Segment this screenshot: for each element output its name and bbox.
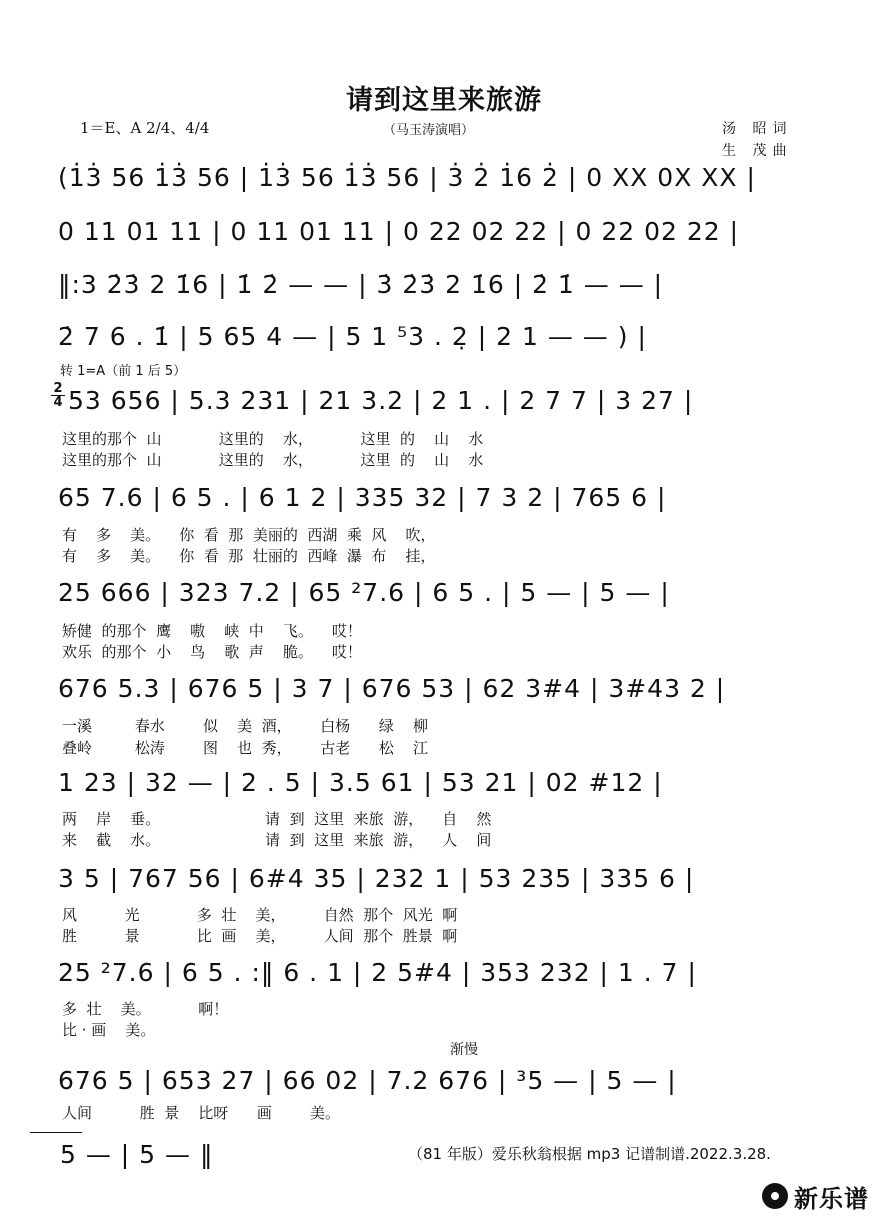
intro-line-4: 2̇ 7 6 . 1̇ | 5 65 4 — | 5 1 ⁵3 . 2̣ | 2 1 — — ) | (58, 322, 647, 351)
tempo-marking: 渐慢 (450, 1042, 478, 1058)
music-disc-icon (762, 1183, 788, 1209)
lyric-verse-2: 胜 景 比 画 美， 人间 那个 胜景 啊 (62, 927, 458, 945)
notation-line: 25 666 | 323 7.2 | 65 ²7.6 | 6 5 . | 5 — | 5 — | (58, 578, 670, 607)
lyricist-credit: 汤 昭词 (722, 121, 793, 137)
notation-line: 676 5.3 | 676 5 | 3 7 | 676 53 | 62 3#4 | 3#43 2 | (58, 674, 726, 703)
lyric-verse-1: 一溪 春水 似 美 酒， 白杨 绿 柳 (62, 717, 428, 735)
intro-line-1: (1̇3̇ 56 1̇3̇ 56 | 1̇3̇ 56 1̇3̇ 56 | 3̇ 2̇ 1̇6 2̇ | 0 XX 0X XX | (58, 163, 756, 192)
notation-line: 676 5 | 653 27 | 66 02 | 7.2 676 | ³5 — | 5 — | (58, 1066, 677, 1095)
lyric-verse-1: 这里的那个 山 这里的 水， 这里 的 山 水 (62, 430, 484, 448)
time-signature-top: 2 (53, 381, 63, 396)
lyric-verse-1: 风 光 多 壮 美， 自然 那个 风光 啊 (62, 906, 458, 924)
site-logo (762, 1180, 882, 1212)
notation-line: 5 — | 5 — ‖ (60, 1140, 214, 1169)
intro-line-3: ‖:3 2̇3̇ 2 1̇6 | 1̇ 2̇ — — | 3̇ 2̇3̇ 2 1̇6 | 2̇ 1̇ — — | (58, 270, 664, 299)
notation-line: 1 23 | 32 — | 2 . 5 | 3.5 61 | 53 21 | 02 #12 | (58, 768, 663, 797)
intro-line-2: 0 11 01 11 | 0 11 01 11 | 0 22 02 22 | 0 22 02 22 | (58, 217, 740, 246)
notation-line: 25 ²7.6 | 6 5 . :‖ 6 . 1 | 2 5#4 | 353 232 | 1 . 7 | (58, 958, 697, 987)
notation-line: 65 7.6 | 6 5 . | 6 1 2 | 335 32 | 7 3 2 | 765 6 | (58, 483, 667, 512)
time-signature (51, 382, 65, 409)
key-signature: 1＝E、A 2/4、4/4 (80, 119, 210, 137)
modulation-note: 转 1=A（前 1 后 5） (60, 364, 187, 379)
lyric-verse-2: 比 · 画 美。 (62, 1021, 156, 1039)
lyric-verse-2: 叠岭 松涛 图 也 秀， 古老 松 江 (62, 739, 428, 757)
lyric-verse-1: 有 多 美。 你 看 那 美丽的 西湖 乘 风 吹， (62, 526, 436, 544)
lyric-verse-1: 人间 胜 景 比呀 画 美。 (62, 1104, 341, 1122)
lyric-verse-1: 两 岸 垂。 请 到 这里 来旅 游， 自 然 (62, 810, 492, 828)
lyric-verse-2: 有 多 美。 你 看 那 壮丽的 西峰 瀑 布 挂， (62, 547, 436, 565)
lyric-verse-1: 多 壮 美。 啊！ (62, 1000, 229, 1018)
singer-credit: （马玉涛演唱） (383, 123, 475, 138)
notation-line: 53 656 | 5.3 231 | 21 3.2 | 2 1 . | 2 7 7 | 3 27 | (68, 386, 694, 415)
notation-line: 3 5 | 767 56 | 6#4 35 | 232 1 | 53 235 | 335 6 | (58, 864, 695, 893)
time-signature-bottom: 4 (53, 395, 63, 410)
lyric-verse-2: 来 截 水。 请 到 这里 来旅 游， 人 间 (62, 831, 492, 849)
composer-credit: 生 茂曲 (722, 143, 793, 159)
logo-text: 新乐谱 (794, 1184, 869, 1213)
lyric-verse-2: 这里的那个 山 这里的 水， 这里 的 山 水 (62, 451, 484, 469)
lyric-verse-1: 矫健 的那个 鹰 嗷 峡 中 飞。 哎！ (62, 622, 362, 640)
lyric-verse-2: 欢乐 的那个 小 鸟 歌 声 脆。 哎！ (62, 643, 362, 661)
tie-line (30, 1132, 82, 1133)
song-title: 请到这里来旅游 (346, 85, 542, 116)
transcription-credit: （81 年版）爱乐秋翁根据 mp3 记谱制谱.2022.3.28. (408, 1145, 771, 1163)
